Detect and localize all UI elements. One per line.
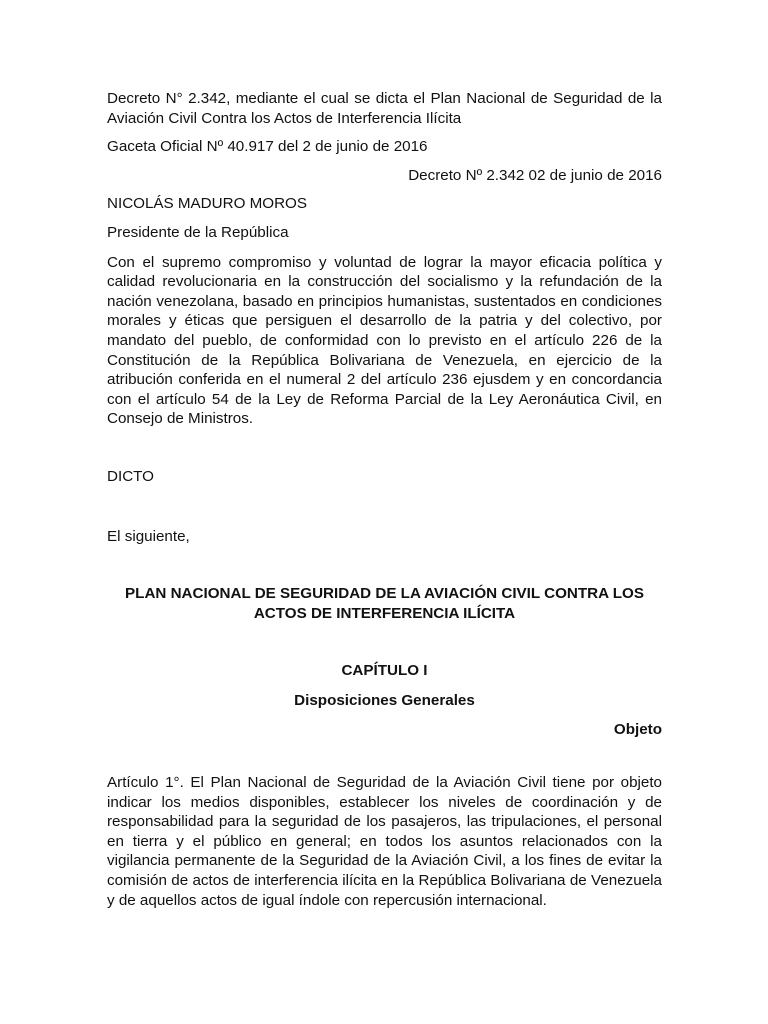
el-siguiente-text: El siguiente, [107,527,190,545]
decree-title: Decreto N° 2.342, mediante el cual se dicta el Plan Nacional de Seguridad de la Aviación Civil Contra los Actos de Interferencia Ilícita [107,90,662,127]
decree-date: Decreto Nº 2.342 02 de junio de 2016 [408,166,662,184]
president-title: Presidente de la República [107,223,289,241]
document-page [107,89,662,910]
preamble-paragraph: Con el supremo compromiso y voluntad de lograr la mayor eficacia política y calidad revolucionaria en la construcción del socialismo y la refundación de la nación venezolana, basado en principios humanistas, sustentados en condiciones morales y éticas que persiguen el desarrollo de la patria y del colectivo, por mandato del pueblo, de conformidad con lo previsto en el artículo 226 de la Constitución de la República Bolivariana de Venezuela, en ejercicio de la atribución conferida en el numeral 2 del artículo 236 ejusdem y en concordancia con el artículo 54 de la Ley de Reforma Parcial de la Ley Aeronáutica Civil, en Consejo de Ministros. [107,253,662,428]
chapter-heading: CAPÍTULO I [341,662,428,680]
article-1-paragraph: Artículo 1°. El Plan Nacional de Seguridad de la Aviación Civil tiene por objeto indicar los medios disponibles, establecer los niveles de coordinación y de responsabilidad para la seguridad de los pasajeros, las tripulaciones, el personal en tierra y el público en general; en todos los asuntos relacionados con la vigilancia permanente de la Seguridad de la Aviación Civil, a los fines de evitar la comisión de actos de interferencia ilícita en la República Bolivariana de Venezuela y de aquellos actos de igual índole con repercusión internacional. [107,774,662,909]
chapter-title: Disposiciones Generales [294,691,475,709]
president-name: NICOLÁS MADURO MOROS [107,195,307,213]
plan-title: PLAN NACIONAL DE SEGURIDAD DE LA AVIACIÓN CIVIL CONTRA LOS ACTOS DE INTERFERENCIA ILÍCITA [125,585,644,622]
dicto-heading: DICTO [107,467,154,485]
section-heading-objeto: Objeto [613,721,662,739]
gaceta-reference: Gaceta Oficial Nº 40.917 del 2 de junio de 2016 [107,138,428,156]
